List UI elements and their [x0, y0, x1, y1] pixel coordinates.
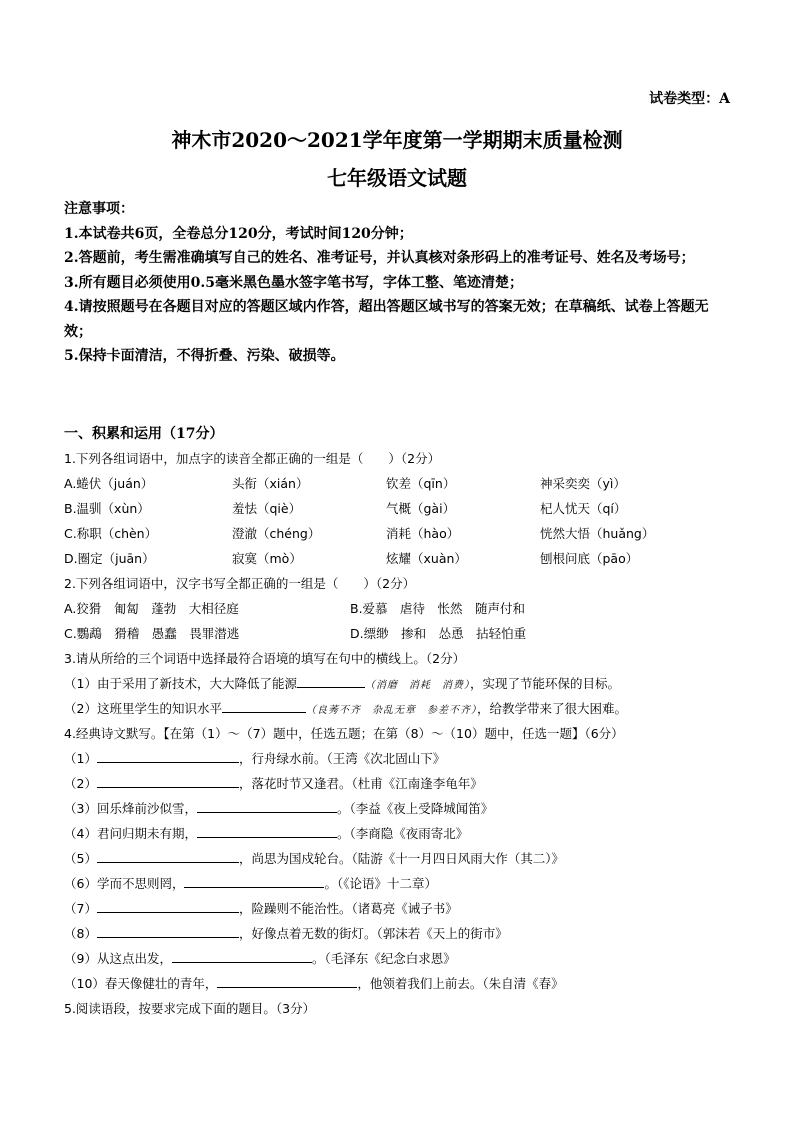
exam-subtitle: 七年级语文试题 — [327, 166, 467, 190]
q4-line-suffix: ，险躁则不能治性。（诸葛亮《诫子书》 — [238, 901, 458, 916]
answer-blank[interactable] — [197, 825, 337, 838]
answer-blank[interactable] — [97, 850, 239, 863]
q4-line-suffix: ，他领着我们上前去。（朱自清《春》 — [357, 976, 564, 991]
q4-line-prefix: （10）春天像健壮的青年， — [64, 976, 218, 991]
q2-option: C.鸚鵡 猾稽 愚蠢 畏罪潜逃 — [64, 626, 240, 641]
q3-stem: 3.请从所给的三个词语中选择最符合语境的填写在句中的横线上。（2分） — [64, 651, 466, 666]
note-item: 3.所有题目必须使用0.5毫米黑色墨水签字笔书写，字体工整、笔迹清楚； — [64, 274, 523, 291]
answer-blank[interactable] — [97, 750, 239, 763]
q1-option: 羞怯（qiè） — [232, 501, 302, 516]
notes-heading: 注意事项： — [64, 201, 134, 217]
q4-line-prefix: （9）从这点出发， — [64, 951, 172, 966]
q4-line — [64, 799, 493, 817]
q3-line-text: ，实现了节能环保的目标。 — [469, 676, 620, 691]
q4-line-prefix: （7） — [64, 901, 97, 916]
answer-blank[interactable] — [97, 775, 239, 788]
q4-line-suffix: 。（李益《夜上受降城闻笛》 — [336, 801, 494, 816]
note-item: 1.本试卷共6页，全卷总分120分，考试时间120分钟； — [64, 225, 413, 242]
q2-option: B.爱慕 虐待 怅然 随声付和 — [350, 601, 526, 616]
q3-word-choices: （良莠不齐 杂乱无章 参差不齐） — [305, 705, 477, 716]
note-item: 4.请按照题号在各题目对应的答题区域内作答，超出答题区域书写的答案无效；在草稿纸、试卷上答题无效； — [64, 299, 709, 340]
q1-option: 寂寞（mò） — [232, 551, 302, 566]
q4-line-prefix: （3）回乐烽前沙似雪， — [64, 801, 197, 816]
q4-line — [64, 774, 483, 792]
answer-blank[interactable] — [297, 675, 365, 688]
note-item: 5.保持卡面清洁，不得折叠、污染、破损等。 — [64, 348, 345, 364]
q1-option: 恍然大悟（huǎng） — [540, 526, 655, 541]
q4-line-suffix: ，行舟绿水前。（王湾《次北固山下》 — [238, 751, 446, 766]
q3-line — [64, 674, 620, 692]
q4-line-prefix: （4）君问归期未有期， — [64, 826, 197, 841]
answer-blank[interactable] — [217, 975, 357, 988]
q4-line-prefix: （5） — [64, 851, 97, 866]
q4-line — [64, 749, 445, 767]
q1-option: D.圈定（juān） — [64, 551, 155, 566]
q4-line-suffix: 。（毛泽东《纪念白求恩》 — [311, 951, 456, 966]
q4-line-prefix: （6）学而不思则罔， — [64, 876, 185, 891]
q3-line — [64, 699, 627, 717]
q4-line-prefix: （8） — [64, 926, 97, 941]
answer-blank[interactable] — [197, 800, 337, 813]
q3-line-text: （1）由于采用了新技术，大大降低了能源 — [64, 676, 297, 691]
answer-blank[interactable] — [222, 700, 306, 713]
answer-blank[interactable] — [184, 875, 324, 888]
q4-line — [64, 849, 564, 867]
q1-option: 气概（gài） — [386, 501, 456, 516]
q4-line-suffix: 。（《论语》十二章） — [324, 876, 437, 891]
answer-blank[interactable] — [172, 950, 312, 963]
q4-line — [64, 974, 564, 992]
answer-blank[interactable] — [97, 900, 239, 913]
section-heading: 一、积累和运用（17分） — [64, 426, 224, 442]
note-item: 2.答题前，考生需准确填写自己的姓名、准考证号，并认真核对条形码上的准考证号、姓名及考场号； — [64, 250, 695, 266]
q4-line-suffix: ，好像点着无数的街灯。（郭沫若《天上的街市》 — [238, 926, 508, 941]
q3-word-choices: （消磨 消耗 消费） — [364, 680, 470, 691]
q1-option: 头衔（xián） — [232, 476, 309, 491]
q2-stem: 2.下列各组词语中，汉字书写全都正确的一组是（ ）（2分） — [64, 576, 416, 591]
q1-option: 杞人忧天（qí） — [540, 501, 627, 516]
q4-line-prefix: （1） — [64, 751, 97, 766]
q4-line — [64, 824, 468, 842]
q1-option: B.温驯（xùn） — [64, 501, 150, 516]
q4-line-suffix: ，落花时节又逢君。（杜甫《江南逢李龟年》 — [238, 776, 483, 791]
q4-line — [64, 949, 456, 967]
q2-option: A.狡猾 匍匐 蓬勃 大相径庭 — [64, 601, 239, 616]
exam-notes — [64, 197, 734, 369]
q1-option: 消耗（hào） — [386, 526, 460, 541]
q1-option: 钦差（qīn） — [386, 476, 456, 491]
q4-line-suffix: ，尚思为国戍轮台。（陆游《十一月四日风雨大作（其二）》 — [238, 851, 564, 866]
q3-line-text: ，给教学带来了很大困难。 — [476, 701, 627, 716]
q4-line-suffix: 。（李商隐《夜雨寄北》 — [336, 826, 469, 841]
q1-option: 神采奕奕（yì） — [540, 476, 626, 491]
q4-line-prefix: （2） — [64, 776, 97, 791]
q1-option: 澄澈（chéng） — [232, 526, 321, 541]
answer-blank[interactable] — [97, 925, 239, 938]
q1-option: 炫耀（xuàn） — [386, 551, 467, 566]
q1-option: A.蜷伏（juán） — [64, 476, 154, 491]
q4-stem: 4.经典诗文默写。【在第（1）～（7）题中，任选五题；在第（8）～（10）题中，任选一题】（6分） — [64, 726, 624, 741]
q4-line — [64, 899, 458, 917]
paper-type: 试卷类型：A — [649, 91, 730, 107]
exam-title: 神木市2020～2021学年度第一学期期末质量检测 — [171, 128, 623, 152]
q1-stem: 1.下列各组词语中，加点字的读音全都正确的一组是（ ）（2分） — [64, 451, 441, 466]
q2-option: D.缥缈 掺和 怂恿 拈轻怕重 — [350, 626, 527, 641]
q1-option: C.称职（chèn） — [64, 526, 158, 541]
q3-line-text: （2）这班里学生的知识水平 — [64, 701, 222, 716]
q1-option: 刨根问底（pāo） — [540, 551, 639, 566]
q5-stem: 5.阅读语段，按要求完成下面的题目。（3分） — [64, 1001, 316, 1016]
q4-line — [64, 874, 437, 892]
q4-line — [64, 924, 508, 942]
